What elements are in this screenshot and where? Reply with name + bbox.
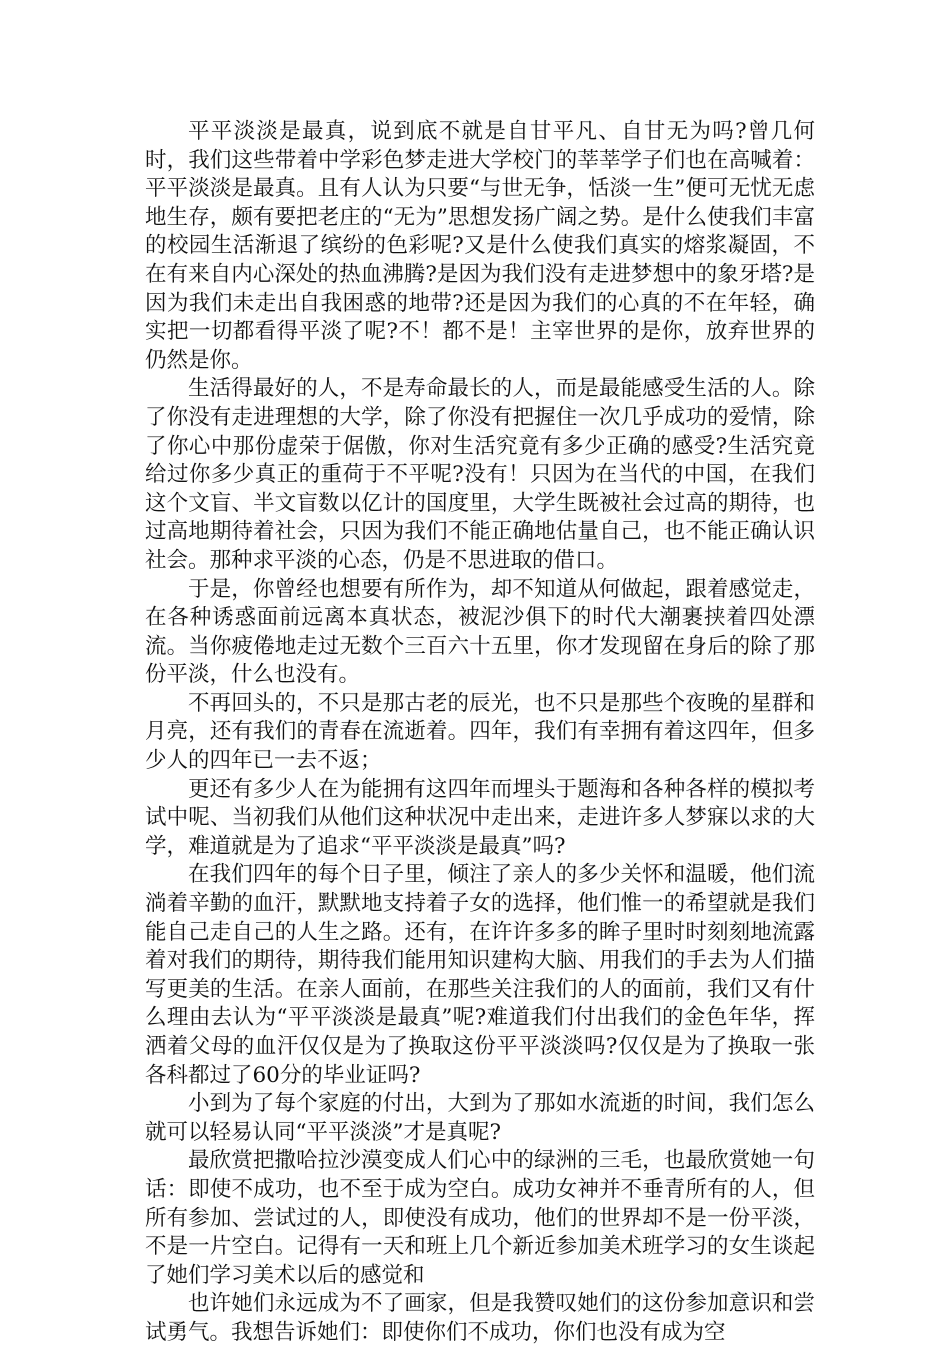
paragraph-4: 不再回头的，不只是那古老的辰光，也不只是那些个夜晚的星群和月亮，还有我们的青春在流逝着。四年，我们有幸拥有着这四年，但多少人的四年已一去不返； [145, 690, 815, 774]
paragraph-1: 平平淡淡是最真，说到底不就是自甘平凡、自甘无为吗?曾几何时，我们这些带着中学彩色梦走进大学校门的莘莘学子们也在高喊着：平平淡淡是最真。且有人认为只要“与世无争，恬淡一生”便可无忧无虑地生存，颇有要把老庄的“无为”思想发扬广阔之势。是什么使我们丰富的校园生活渐退了缤纷的色彩呢?又是什么使我们真实的熔浆凝固，不在有来自内心深处的热血沸腾?是因为我们没有走进梦想中的象牙塔?是因为我们未走出自我困惑的地带?还是因为我们的心真的不在年轻，确实把一切都看得平淡了呢?不！都不是！主宰世界的是你，放弃世界的仍然是你。 [145, 119, 815, 373]
paragraph-8: 最欣赏把撒哈拉沙漠变成人们心中的绿洲的三毛，也最欣赏她一句话：即使不成功，也不至于成为空白。成功女神并不垂青所有的人，但所有参加、尝试过的人，即使没有成功，他们的世界却不是一份平淡，不是一片空白。记得有一天和班上几个新近参加美术班学习的女生谈起了她们学习美术以后的感觉和 [145, 1148, 815, 1288]
document-body [145, 118, 815, 1348]
paragraph-2: 生活得最好的人，不是寿命最长的人，而是最能感受生活的人。除了你没有走进理想的大学，除了你没有把握住一次几乎成功的爱情，除了你心中那份虚荣于倨傲，你对生活究竟有多少正确的感受?生活究竟给过你多少真正的重荷于不平呢?没有！只因为在当代的中国，在我们这个文盲、半文盲数以亿计的国度里，大学生既被社会过高的期待，也过高地期待着社会，只因为我们不能正确地估量自己，也不能正确认识社会。那种求平淡的心态，仍是不思进取的借口。 [145, 376, 815, 573]
paragraph-5: 更还有多少人在为能拥有这四年而埋头于题海和各种各样的模拟考试中呢、当初我们从他们这种状况中走出来，走进许多人梦寐以求的大学，难道就是为了追求“平平淡淡是最真”吗? [145, 776, 815, 859]
paragraph-9: 也许她们永远成为不了画家，但是我赞叹她们的这份参加意识和尝试勇气。我想告诉她们：即使你们不成功，你们也没有成为空 [145, 1291, 815, 1345]
paragraph-3: 于是，你曾经也想要有所作为，却不知道从何做起，跟着感觉走，在各种诱惑面前远离本真状态，被泥沙俱下的时代大潮裹挟着四处漂流。当你疲倦地走过无数个三百六十五里，你才发现留在身后的除了那份平淡，什么也没有。 [145, 576, 815, 688]
paragraph-6: 在我们四年的每个日子里，倾注了亲人的多少关怀和温暖，他们流淌着辛勤的血汗，默默地支持着子女的选择，他们惟一的希望就是我们能自己走自己的人生之路。还有，在许许多多的眸子里时时刻刻地流露着对我们的期待，期待我们能用知识建构大脑、用我们的手去为人们描写更美的生活。在亲人面前，在那些关注我们的人的面前，我们又有什么理由去认为“平平淡淡是最真”呢?难道我们付出我们的金色年华，挥洒着父母的血汗仅仅是为了换取这份平平淡淡吗?仅仅是为了换取一张各科都过了60分的毕业证吗? [145, 862, 815, 1088]
paragraph-7: 小到为了每个家庭的付出，大到为了那如水流逝的时间，我们怎么就可以轻易认同“平平淡淡”才是真呢? [145, 1091, 815, 1145]
